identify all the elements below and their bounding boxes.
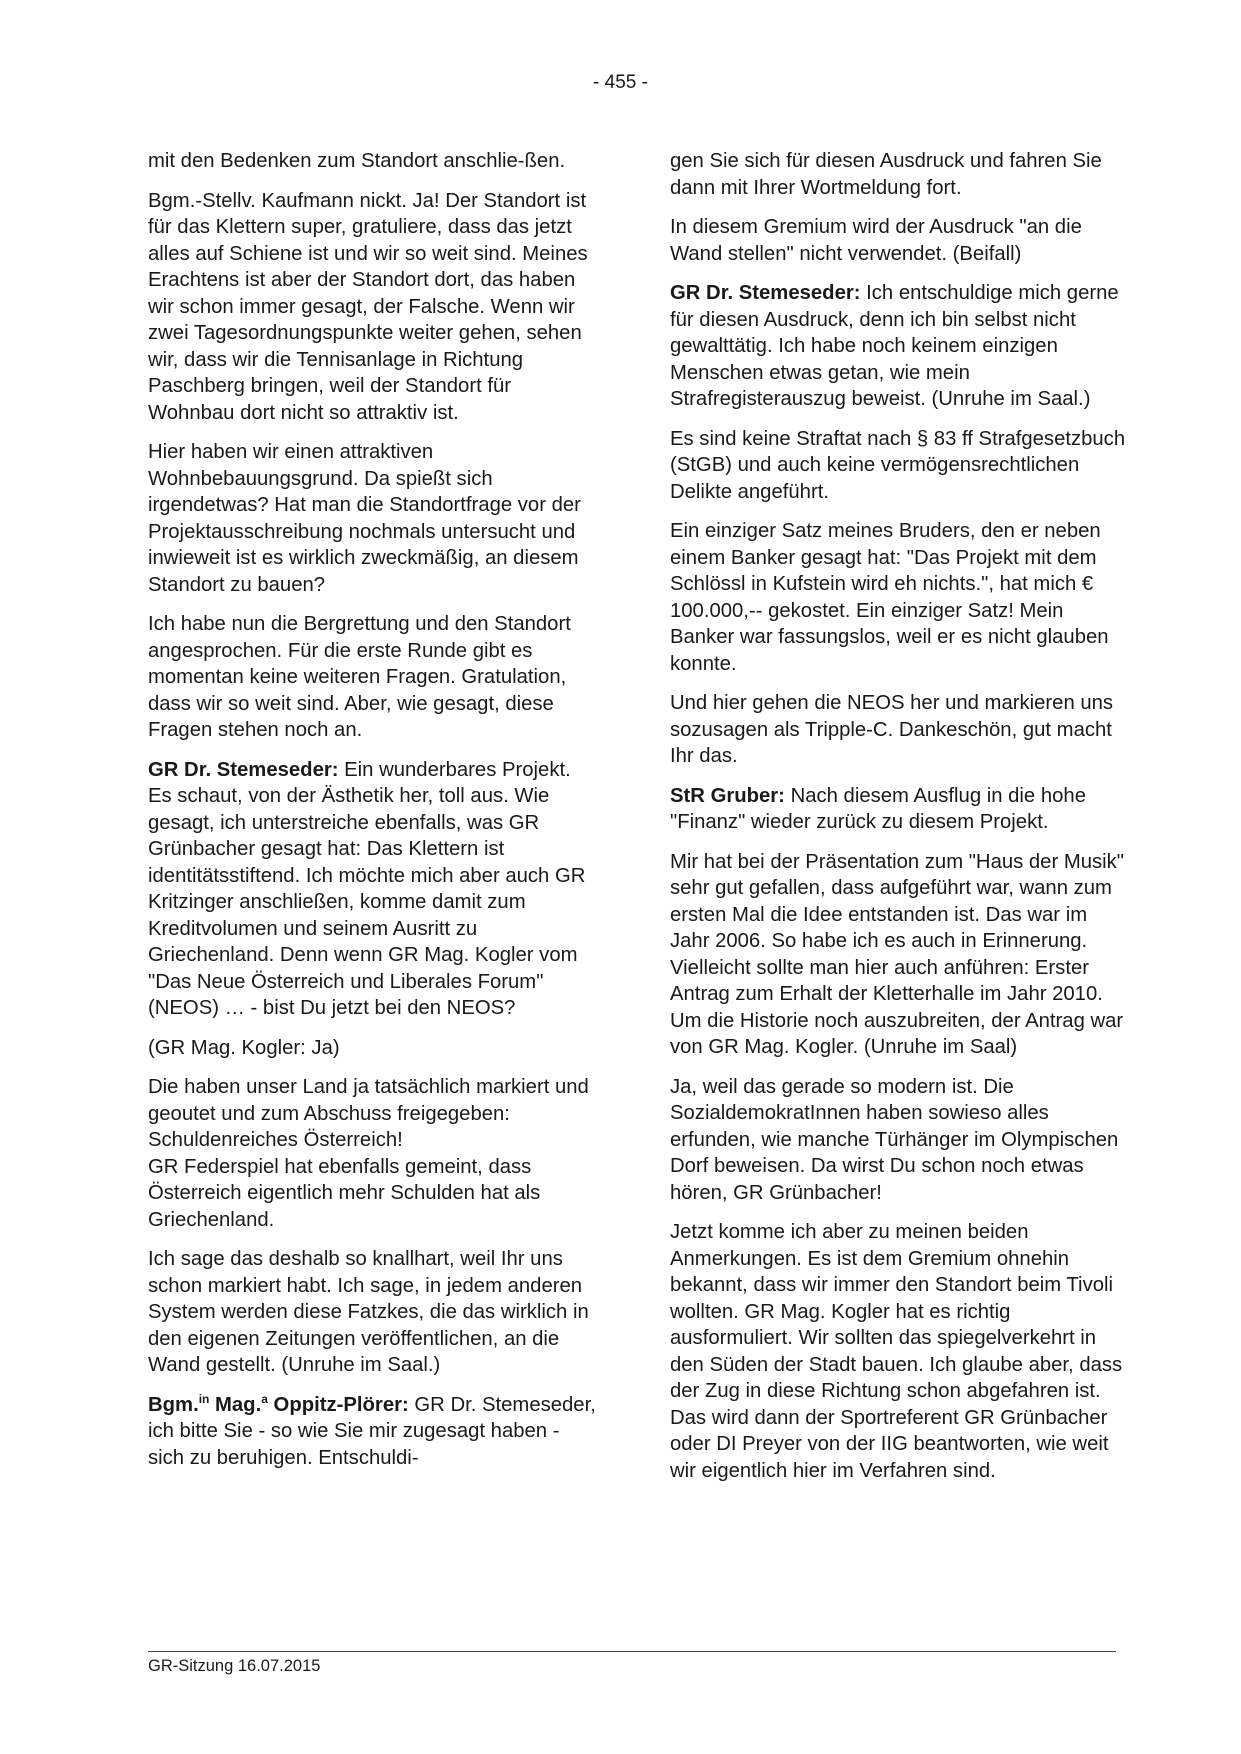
footer-session-date: GR-Sitzung 16.07.2015 [148,1657,321,1675]
speaker-name: GR Dr. Stemeseder: [148,758,339,781]
paragraph: Ein einziger Satz meines Bruders, den er neben einem Banker gesagt hat: "Das Projekt mit dem Schlössl in Kufstein wird eh nichts.", hat mich € 100.000,-- gekostet. Ein einziger Satz! Mein Banker war fassungslos, weil er es nicht glauben konnte. [670,520,1109,675]
speech-text: Ein wunderbares Projekt. Es schaut, von der Ästhetik her, toll aus. Wie gesagt, ich unterstreiche ebenfalls, was GR Grünbacher gesagt hat: Das Klettern ist identitätsstiftend. Ich möchte mich aber auch GR Kritzinger anschließen, komme damit zum Kreditvolumen und seinem Ausritt zu Griechenland. Denn wenn GR Mag. Kogler vom "Das Neue Österreich und Liberales Forum" (NEOS) … - bist Du jetzt bei den NEOS? [148,758,586,1019]
paragraph: Die haben unser Land ja tatsächlich markiert und geoutet und zum Abschuss freigegeben: Schuldenreiches Österreich! [148,1076,589,1151]
speaker-name: Bgm.$^{in}$ Mag.$^a$ Oppitz-Plörer: [148,1391,409,1416]
paragraph: Mir hat bei der Präsentation zum "Haus der Musik" sehr gut gefallen, dass aufgeführt war, wann zum ersten Mal die Idee entstanden ist. Das war im Jahr 2006. So habe ich es auch in Erinnerung. Vielleicht sollte man hier auch anführen: Erster Antrag zum Erhalt der Kletterhalle im Jahr 2010. Um die Historie noch auszubreiten, der Antrag war von GR Mag. Kogler. (Unruhe im Saal) [670,850,1125,1058]
paragraph: Hier haben wir einen attraktiven Wohnbebauungsgrund. Da spießt sich irgendetwas? Hat man die Standortfrage vor der Projektausschreibung nochmals untersucht und inwieweit ist es wirklich zweckmäßig, an diesem Standort zu bauen? [148,441,581,596]
speech-text: Ich entschuldige mich gerne für diesen Ausdruck, denn ich bin selbst nicht gewalttätig. Ich habe noch keinem einzigen Menschen etwas getan, wie mein Strafregisterauszug beweist. (Unruhe im Saal.) [670,282,1119,410]
paragraph [148,757,598,1022]
paragraph: Ich habe nun die Bergrettung und den Standort angesprochen. Für die erste Runde gibt es momentan keine weiteren Fragen. Gratulation, dass wir so weit sind. Aber, wie gesagt, diese Fragen stehen noch an. [148,613,571,741]
paragraph [148,1392,598,1472]
paragraph: GR Federspiel hat ebenfalls gemeint, dass Österreich eigentlich mehr Schulden hat als Griechenland. [148,1155,541,1231]
speaker-name: StR Gruber: [670,784,785,807]
page-number: - 455 - [593,72,648,93]
paragraph: Und hier gehen die NEOS her und markieren uns sozusagen als Tripple-C. Dankeschön, gut macht Ihr das. [670,692,1114,767]
paragraph [670,280,1130,413]
paragraph: Ja, weil das gerade so modern ist. Die SozialdemokratInnen haben sowieso alles erfunden, wie manche Türhänger im Olympischen Dorf beweisen. Da wirst Du schon noch etwas hören, GR Grünbacher! [670,1075,1119,1204]
speaker-name: GR Dr. Stemeseder: [670,282,861,304]
paragraph: Es sind keine Straftat nach § 83 ff Strafgesetzbuch (StGB) und auch keine vermögensrechtlichen Delikte angeführt. [670,427,1126,503]
left-column [148,148,598,1484]
paragraph: Jetzt komme ich aber zu meinen beiden Anmerkungen. Es ist dem Gremium ohnehin bekannt, dass wir immer den Standort beim Tivoli wollten. GR Mag. Kogler hat es richtig ausformuliert. Wir sollten das spiegelverkehrt in den Süden der Stadt bauen. Ich glaube aber, dass der Zug in diese Richtung schon abgefahren ist. Das wird dann der Sportreferent GR Grünbacher oder DI Preyer von der IIG beantworten, wie weit wir eigentlich hier im Verfahren sind. [670,1221,1123,1482]
right-column [670,148,1130,1497]
paragraph: (GR Mag. Kogler: Ja) [148,1036,340,1059]
footer-divider [148,1651,1116,1652]
paragraph [670,783,1130,836]
paragraph: Bgm.-Stellv. Kaufmann nickt. Ja! Der Standort ist für das Klettern super, gratuliere, dass das jetzt alles auf Schiene ist und wir so weit sind. Meines Erachtens ist aber der Standort dort, das haben wir schon immer gesagt, der Falsche. Wenn wir zwei Tagesordnungspunkte weiter gehen, sehen wir, dass wir die Tennisanlage in Richtung Paschberg bringen, weil der Standort für Wohnbau dort nicht so attraktiv ist. [148,189,588,424]
speech-text: GR Dr. Stemeseder, ich bitte Sie - so wie Sie mir zugesagt haben - sich zu beruhigen. Entschuldi- [148,1393,596,1469]
paragraph: Ich sage das deshalb so knallhart, weil Ihr uns schon markiert habt. Ich sage, in jedem anderen System werden diese Fatzkes, die das wirklich in den eigenen Zeitungen veröffentlichen, an die Wand gestellt. (Unruhe im Saal.) [148,1248,589,1376]
speech-text: Nach diesem Ausflug in die hohe "Finanz" wieder zurück zu diesem Projekt. [670,784,1086,833]
paragraph: In diesem Gremium wird der Ausdruck "an die Wand stellen" nicht verwendet. (Beifall) [670,216,1082,265]
paragraph: gen Sie sich für diesen Ausdruck und fahren Sie dann mit Ihrer Wortmeldung fort. [670,150,1102,199]
paragraph: mit den Bedenken zum Standort anschlie-ßen. [148,150,566,172]
